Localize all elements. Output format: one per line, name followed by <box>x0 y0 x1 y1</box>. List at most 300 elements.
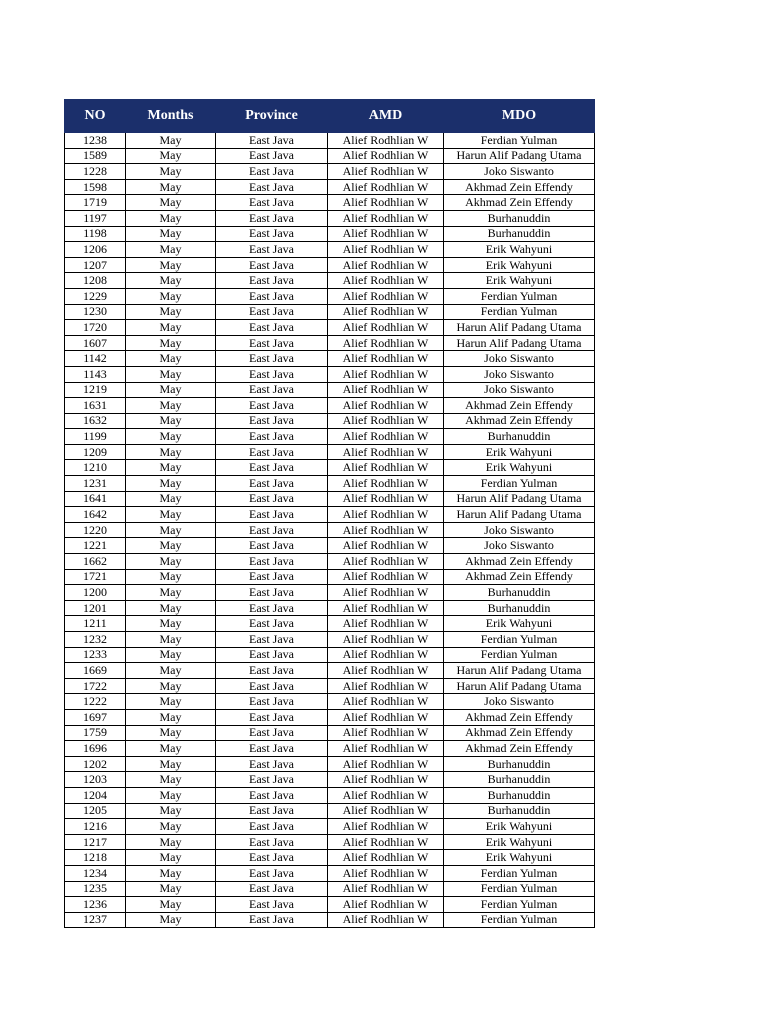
cell-mdo: Harun Alif Padang Utama <box>444 335 595 351</box>
cell-month: May <box>126 179 216 195</box>
cell-amd: Alief Rodhlian W <box>328 725 444 741</box>
table-row <box>65 335 595 351</box>
cell-amd: Alief Rodhlian W <box>328 522 444 538</box>
cell-province: East Java <box>216 351 328 367</box>
table-row <box>65 741 595 757</box>
table-row <box>65 133 595 149</box>
cell-month: May <box>126 273 216 289</box>
cell-no: 1202 <box>65 756 126 772</box>
cell-no: 1203 <box>65 772 126 788</box>
cell-amd: Alief Rodhlian W <box>328 865 444 881</box>
cell-amd: Alief Rodhlian W <box>328 741 444 757</box>
cell-mdo: Joko Siswanto <box>444 164 595 180</box>
cell-no: 1199 <box>65 429 126 445</box>
cell-amd: Alief Rodhlian W <box>328 195 444 211</box>
cell-amd: Alief Rodhlian W <box>328 897 444 913</box>
cell-mdo: Burhanuddin <box>444 803 595 819</box>
table-row <box>65 398 595 414</box>
cell-province: East Java <box>216 663 328 679</box>
cell-mdo: Akhmad Zein Effendy <box>444 725 595 741</box>
cell-amd: Alief Rodhlian W <box>328 460 444 476</box>
cell-month: May <box>126 819 216 835</box>
cell-province: East Java <box>216 709 328 725</box>
cell-month: May <box>126 288 216 304</box>
table-header <box>65 100 595 133</box>
cell-no: 1232 <box>65 632 126 648</box>
cell-mdo: Erik Wahyuni <box>444 834 595 850</box>
cell-month: May <box>126 148 216 164</box>
cell-mdo: Erik Wahyuni <box>444 257 595 273</box>
cell-province: East Java <box>216 460 328 476</box>
cell-province: East Java <box>216 912 328 928</box>
cell-mdo: Burhanuddin <box>444 226 595 242</box>
table-row <box>65 210 595 226</box>
table-row <box>65 787 595 803</box>
cell-amd: Alief Rodhlian W <box>328 632 444 648</box>
table-row <box>65 444 595 460</box>
cell-no: 1641 <box>65 491 126 507</box>
cell-mdo: Erik Wahyuni <box>444 850 595 866</box>
cell-amd: Alief Rodhlian W <box>328 273 444 289</box>
cell-no: 1228 <box>65 164 126 180</box>
cell-no: 1631 <box>65 398 126 414</box>
cell-mdo: Akhmad Zein Effendy <box>444 709 595 725</box>
table-row <box>65 507 595 523</box>
cell-province: East Java <box>216 897 328 913</box>
cell-mdo: Ferdian Yulman <box>444 304 595 320</box>
cell-no: 1220 <box>65 522 126 538</box>
cell-no: 1719 <box>65 195 126 211</box>
cell-province: East Java <box>216 210 328 226</box>
cell-mdo: Harun Alif Padang Utama <box>444 148 595 164</box>
cell-province: East Java <box>216 865 328 881</box>
cell-no: 1722 <box>65 678 126 694</box>
cell-province: East Java <box>216 522 328 538</box>
cell-province: East Java <box>216 803 328 819</box>
cell-no: 1222 <box>65 694 126 710</box>
cell-no: 1234 <box>65 865 126 881</box>
table-row <box>65 632 595 648</box>
cell-month: May <box>126 398 216 414</box>
cell-no: 1198 <box>65 226 126 242</box>
cell-province: East Java <box>216 320 328 336</box>
cell-amd: Alief Rodhlian W <box>328 834 444 850</box>
cell-no: 1206 <box>65 242 126 258</box>
cell-mdo: Ferdian Yulman <box>444 897 595 913</box>
cell-month: May <box>126 772 216 788</box>
cell-no: 1217 <box>65 834 126 850</box>
header-row <box>65 100 595 133</box>
cell-mdo: Joko Siswanto <box>444 694 595 710</box>
cell-month: May <box>126 725 216 741</box>
cell-no: 1230 <box>65 304 126 320</box>
cell-province: East Java <box>216 632 328 648</box>
header-months: Months <box>126 100 216 133</box>
cell-mdo: Ferdian Yulman <box>444 912 595 928</box>
cell-month: May <box>126 351 216 367</box>
cell-no: 1696 <box>65 741 126 757</box>
table-row <box>65 366 595 382</box>
cell-mdo: Harun Alif Padang Utama <box>444 320 595 336</box>
cell-month: May <box>126 522 216 538</box>
table-row <box>65 460 595 476</box>
cell-amd: Alief Rodhlian W <box>328 803 444 819</box>
cell-amd: Alief Rodhlian W <box>328 507 444 523</box>
cell-mdo: Harun Alif Padang Utama <box>444 491 595 507</box>
cell-province: East Java <box>216 164 328 180</box>
cell-mdo: Burhanuddin <box>444 600 595 616</box>
cell-no: 1235 <box>65 881 126 897</box>
cell-province: East Java <box>216 585 328 601</box>
cell-month: May <box>126 865 216 881</box>
cell-amd: Alief Rodhlian W <box>328 538 444 554</box>
cell-province: East Java <box>216 148 328 164</box>
cell-no: 1233 <box>65 647 126 663</box>
cell-province: East Java <box>216 554 328 570</box>
table-row <box>65 226 595 242</box>
cell-month: May <box>126 210 216 226</box>
cell-month: May <box>126 803 216 819</box>
cell-no: 1219 <box>65 382 126 398</box>
cell-mdo: Joko Siswanto <box>444 351 595 367</box>
cell-mdo: Ferdian Yulman <box>444 133 595 149</box>
cell-mdo: Erik Wahyuni <box>444 242 595 258</box>
cell-amd: Alief Rodhlian W <box>328 585 444 601</box>
cell-mdo: Joko Siswanto <box>444 382 595 398</box>
cell-province: East Java <box>216 647 328 663</box>
cell-mdo: Erik Wahyuni <box>444 460 595 476</box>
table-row <box>65 678 595 694</box>
header-amd: AMD <box>328 100 444 133</box>
cell-month: May <box>126 164 216 180</box>
cell-amd: Alief Rodhlian W <box>328 242 444 258</box>
data-sheet <box>64 99 594 928</box>
cell-month: May <box>126 616 216 632</box>
cell-mdo: Ferdian Yulman <box>444 881 595 897</box>
cell-mdo: Ferdian Yulman <box>444 288 595 304</box>
table-row <box>65 273 595 289</box>
cell-amd: Alief Rodhlian W <box>328 554 444 570</box>
cell-amd: Alief Rodhlian W <box>328 335 444 351</box>
cell-province: East Java <box>216 133 328 149</box>
cell-province: East Java <box>216 819 328 835</box>
cell-mdo: Burhanuddin <box>444 429 595 445</box>
cell-amd: Alief Rodhlian W <box>328 881 444 897</box>
table-row <box>65 304 595 320</box>
cell-month: May <box>126 195 216 211</box>
table-row <box>65 288 595 304</box>
cell-amd: Alief Rodhlian W <box>328 569 444 585</box>
cell-mdo: Akhmad Zein Effendy <box>444 398 595 414</box>
cell-amd: Alief Rodhlian W <box>328 600 444 616</box>
cell-amd: Alief Rodhlian W <box>328 616 444 632</box>
table-row <box>65 554 595 570</box>
table-row <box>65 803 595 819</box>
cell-month: May <box>126 756 216 772</box>
cell-mdo: Harun Alif Padang Utama <box>444 678 595 694</box>
cell-mdo: Akhmad Zein Effendy <box>444 554 595 570</box>
cell-month: May <box>126 538 216 554</box>
cell-mdo: Erik Wahyuni <box>444 444 595 460</box>
table-row <box>65 834 595 850</box>
cell-month: May <box>126 507 216 523</box>
table-row <box>65 382 595 398</box>
cell-province: East Java <box>216 257 328 273</box>
cell-province: East Java <box>216 881 328 897</box>
cell-month: May <box>126 335 216 351</box>
table-row <box>65 772 595 788</box>
cell-month: May <box>126 694 216 710</box>
cell-mdo: Ferdian Yulman <box>444 476 595 492</box>
table-row <box>65 881 595 897</box>
table-row <box>65 912 595 928</box>
cell-amd: Alief Rodhlian W <box>328 647 444 663</box>
cell-province: East Java <box>216 444 328 460</box>
cell-no: 1218 <box>65 850 126 866</box>
cell-mdo: Burhanuddin <box>444 772 595 788</box>
cell-mdo: Akhmad Zein Effendy <box>444 195 595 211</box>
cell-province: East Java <box>216 366 328 382</box>
cell-province: East Java <box>216 616 328 632</box>
cell-month: May <box>126 460 216 476</box>
table-row <box>65 148 595 164</box>
cell-no: 1697 <box>65 709 126 725</box>
cell-month: May <box>126 632 216 648</box>
cell-amd: Alief Rodhlian W <box>328 257 444 273</box>
cell-amd: Alief Rodhlian W <box>328 148 444 164</box>
cell-mdo: Burhanuddin <box>444 756 595 772</box>
cell-province: East Java <box>216 242 328 258</box>
cell-no: 1221 <box>65 538 126 554</box>
cell-month: May <box>126 554 216 570</box>
cell-no: 1720 <box>65 320 126 336</box>
table-row <box>65 569 595 585</box>
table-row <box>65 585 595 601</box>
table-row <box>65 413 595 429</box>
data-table <box>64 99 595 928</box>
cell-month: May <box>126 912 216 928</box>
cell-no: 1142 <box>65 351 126 367</box>
cell-no: 1208 <box>65 273 126 289</box>
cell-province: East Java <box>216 226 328 242</box>
cell-month: May <box>126 663 216 679</box>
cell-amd: Alief Rodhlian W <box>328 179 444 195</box>
cell-no: 1759 <box>65 725 126 741</box>
cell-province: East Java <box>216 179 328 195</box>
cell-amd: Alief Rodhlian W <box>328 382 444 398</box>
cell-no: 1207 <box>65 257 126 273</box>
cell-amd: Alief Rodhlian W <box>328 663 444 679</box>
cell-province: East Java <box>216 429 328 445</box>
cell-province: East Java <box>216 850 328 866</box>
cell-amd: Alief Rodhlian W <box>328 320 444 336</box>
cell-no: 1205 <box>65 803 126 819</box>
header-mdo: MDO <box>444 100 595 133</box>
cell-amd: Alief Rodhlian W <box>328 491 444 507</box>
cell-no: 1632 <box>65 413 126 429</box>
cell-amd: Alief Rodhlian W <box>328 709 444 725</box>
cell-province: East Java <box>216 288 328 304</box>
table-row <box>65 850 595 866</box>
cell-no: 1216 <box>65 819 126 835</box>
cell-no: 1197 <box>65 210 126 226</box>
cell-month: May <box>126 366 216 382</box>
table-row <box>65 476 595 492</box>
table-row <box>65 600 595 616</box>
cell-province: East Java <box>216 273 328 289</box>
cell-no: 1662 <box>65 554 126 570</box>
cell-province: East Java <box>216 335 328 351</box>
cell-month: May <box>126 257 216 273</box>
cell-month: May <box>126 476 216 492</box>
cell-mdo: Joko Siswanto <box>444 538 595 554</box>
cell-province: East Java <box>216 834 328 850</box>
cell-no: 1589 <box>65 148 126 164</box>
cell-no: 1642 <box>65 507 126 523</box>
cell-mdo: Akhmad Zein Effendy <box>444 179 595 195</box>
cell-mdo: Erik Wahyuni <box>444 616 595 632</box>
cell-month: May <box>126 741 216 757</box>
cell-amd: Alief Rodhlian W <box>328 133 444 149</box>
cell-province: East Java <box>216 772 328 788</box>
table-row <box>65 663 595 679</box>
cell-province: East Java <box>216 756 328 772</box>
cell-no: 1201 <box>65 600 126 616</box>
cell-province: East Java <box>216 195 328 211</box>
cell-no: 1669 <box>65 663 126 679</box>
cell-month: May <box>126 569 216 585</box>
cell-month: May <box>126 600 216 616</box>
cell-no: 1607 <box>65 335 126 351</box>
cell-no: 1236 <box>65 897 126 913</box>
cell-month: May <box>126 133 216 149</box>
cell-no: 1721 <box>65 569 126 585</box>
cell-amd: Alief Rodhlian W <box>328 819 444 835</box>
cell-province: East Java <box>216 725 328 741</box>
cell-amd: Alief Rodhlian W <box>328 912 444 928</box>
cell-month: May <box>126 585 216 601</box>
cell-month: May <box>126 429 216 445</box>
table-row <box>65 351 595 367</box>
cell-month: May <box>126 413 216 429</box>
cell-amd: Alief Rodhlian W <box>328 429 444 445</box>
table-row <box>65 538 595 554</box>
cell-mdo: Akhmad Zein Effendy <box>444 741 595 757</box>
table-row <box>65 429 595 445</box>
table-row <box>65 725 595 741</box>
table-row <box>65 865 595 881</box>
header-no: NO <box>65 100 126 133</box>
cell-month: May <box>126 491 216 507</box>
table-row <box>65 647 595 663</box>
cell-amd: Alief Rodhlian W <box>328 756 444 772</box>
cell-amd: Alief Rodhlian W <box>328 413 444 429</box>
cell-amd: Alief Rodhlian W <box>328 288 444 304</box>
table-row <box>65 164 595 180</box>
cell-mdo: Akhmad Zein Effendy <box>444 569 595 585</box>
cell-no: 1211 <box>65 616 126 632</box>
cell-no: 1209 <box>65 444 126 460</box>
header-province: Province <box>216 100 328 133</box>
table-row <box>65 709 595 725</box>
cell-mdo: Ferdian Yulman <box>444 632 595 648</box>
cell-mdo: Joko Siswanto <box>444 366 595 382</box>
cell-province: East Java <box>216 694 328 710</box>
cell-mdo: Burhanuddin <box>444 210 595 226</box>
cell-no: 1200 <box>65 585 126 601</box>
cell-mdo: Burhanuddin <box>444 585 595 601</box>
table-row <box>65 195 595 211</box>
cell-month: May <box>126 709 216 725</box>
cell-amd: Alief Rodhlian W <box>328 787 444 803</box>
cell-amd: Alief Rodhlian W <box>328 398 444 414</box>
cell-month: May <box>126 850 216 866</box>
table-row <box>65 756 595 772</box>
cell-amd: Alief Rodhlian W <box>328 850 444 866</box>
cell-mdo: Ferdian Yulman <box>444 647 595 663</box>
table-row <box>65 179 595 195</box>
cell-province: East Java <box>216 678 328 694</box>
table-row <box>65 242 595 258</box>
cell-province: East Java <box>216 398 328 414</box>
cell-province: East Java <box>216 491 328 507</box>
cell-amd: Alief Rodhlian W <box>328 366 444 382</box>
cell-amd: Alief Rodhlian W <box>328 444 444 460</box>
cell-month: May <box>126 678 216 694</box>
cell-mdo: Burhanuddin <box>444 787 595 803</box>
cell-province: East Java <box>216 600 328 616</box>
cell-amd: Alief Rodhlian W <box>328 476 444 492</box>
cell-amd: Alief Rodhlian W <box>328 351 444 367</box>
cell-province: East Java <box>216 538 328 554</box>
cell-no: 1238 <box>65 133 126 149</box>
cell-amd: Alief Rodhlian W <box>328 772 444 788</box>
cell-amd: Alief Rodhlian W <box>328 164 444 180</box>
cell-no: 1229 <box>65 288 126 304</box>
cell-amd: Alief Rodhlian W <box>328 304 444 320</box>
cell-amd: Alief Rodhlian W <box>328 226 444 242</box>
cell-province: East Java <box>216 476 328 492</box>
cell-amd: Alief Rodhlian W <box>328 694 444 710</box>
cell-month: May <box>126 881 216 897</box>
table-row <box>65 616 595 632</box>
cell-amd: Alief Rodhlian W <box>328 210 444 226</box>
table-row <box>65 320 595 336</box>
table-row <box>65 257 595 273</box>
cell-no: 1210 <box>65 460 126 476</box>
cell-mdo: Ferdian Yulman <box>444 865 595 881</box>
cell-no: 1143 <box>65 366 126 382</box>
cell-mdo: Erik Wahyuni <box>444 273 595 289</box>
cell-month: May <box>126 382 216 398</box>
cell-province: East Java <box>216 569 328 585</box>
cell-month: May <box>126 242 216 258</box>
table-row <box>65 522 595 538</box>
cell-province: East Java <box>216 304 328 320</box>
cell-province: East Java <box>216 741 328 757</box>
cell-no: 1598 <box>65 179 126 195</box>
cell-month: May <box>126 444 216 460</box>
table-row <box>65 897 595 913</box>
cell-month: May <box>126 897 216 913</box>
cell-province: East Java <box>216 382 328 398</box>
table-row <box>65 491 595 507</box>
cell-province: East Java <box>216 413 328 429</box>
cell-no: 1231 <box>65 476 126 492</box>
cell-month: May <box>126 834 216 850</box>
cell-month: May <box>126 787 216 803</box>
cell-province: East Java <box>216 787 328 803</box>
